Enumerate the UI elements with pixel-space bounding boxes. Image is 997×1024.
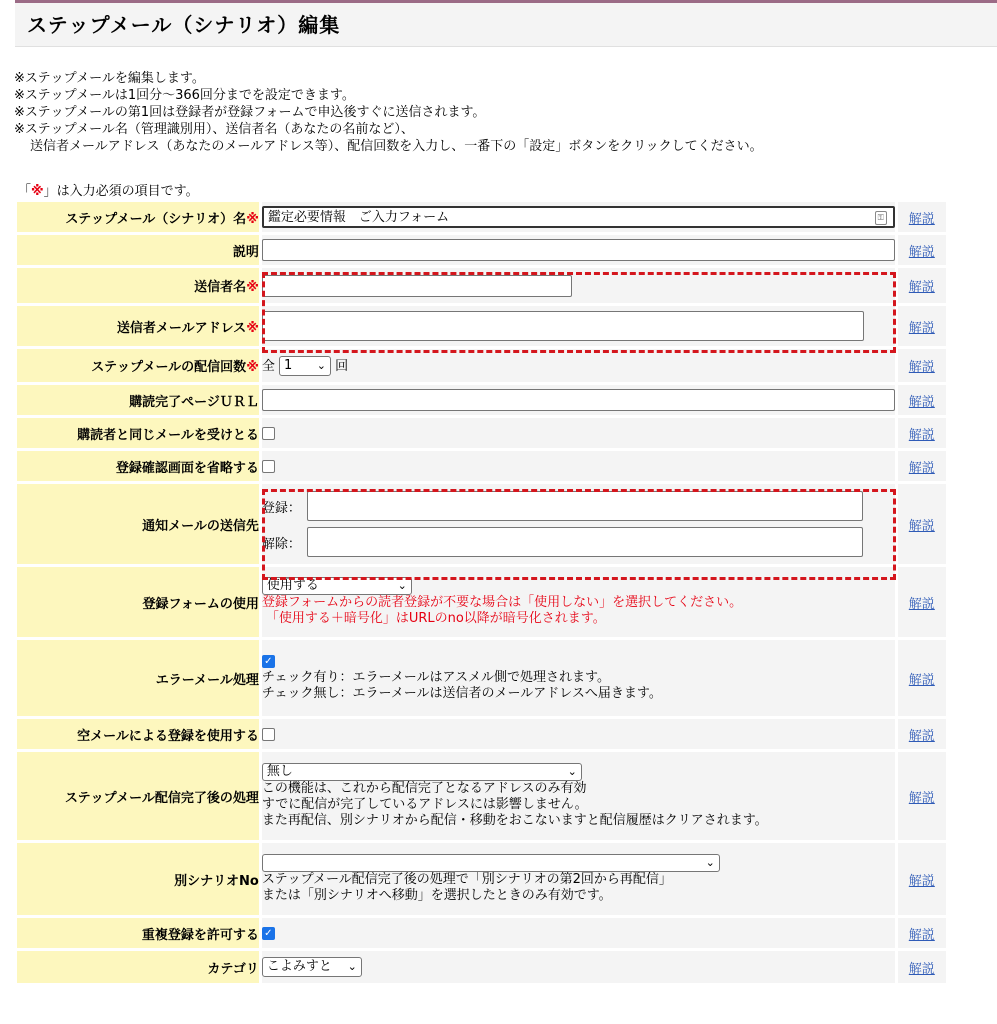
field-label: 送信者メールアドレス※ (17, 306, 259, 346)
field-label: 別シナリオNo (17, 843, 259, 915)
field-label: 送信者名※ (17, 268, 259, 303)
instruction-line: ※ステップメールを編集します。 (14, 71, 205, 86)
form-row (17, 951, 946, 983)
form-row (17, 752, 946, 840)
scenario-form (14, 199, 949, 986)
chevron-down-icon: ⌄ (397, 579, 407, 592)
instruction-line: 送信者メールアドレス（あなたのメールアドレス等）、配信回数を入力し、一番下の「設定」ボタンをクリックしてください。 (30, 139, 763, 154)
form-use-note: 「使用する＋暗号化」はURLのno以降が暗号化されます。 (265, 611, 606, 626)
form-use-note: 登録フォームからの読者登録が不要な場合は「使用しない」を選択してください。 (261, 595, 743, 610)
field-label: 購読者と同じメールを受けとる (17, 418, 259, 448)
form-row (17, 918, 946, 948)
help-link[interactable]: 解説 (908, 728, 935, 744)
form-use-select[interactable]: 使用する ⌄ (262, 577, 412, 595)
field-label: 空メールによる登録を使用する (17, 719, 259, 749)
field-label: ステップメールの配信回数※ (17, 349, 259, 382)
empty-mail-checkbox[interactable] (262, 728, 275, 741)
help-link[interactable]: 解説 (908, 427, 935, 443)
notify-cancel-label: 解除： (261, 536, 301, 552)
key-icon: ⚿ (875, 211, 887, 225)
complete-url-input[interactable] (262, 389, 895, 411)
other-scenario-select[interactable] (262, 854, 720, 872)
form-row (17, 484, 946, 564)
description-input[interactable] (262, 239, 895, 261)
form-row (17, 268, 946, 303)
chevron-down-icon: ⌄ (705, 856, 715, 869)
field-label: 重複登録を許可する (17, 918, 259, 948)
field-label: 説明 (17, 235, 259, 265)
sender-name-input[interactable] (262, 275, 572, 297)
field-label: エラーメール処理 (17, 640, 259, 716)
scenario-name-input[interactable]: 鑑定必要情報 ご入力フォーム ⚿ (262, 206, 895, 228)
form-row (17, 640, 946, 716)
help-link[interactable]: 解説 (908, 320, 935, 336)
form-row (17, 385, 946, 415)
page-title: ステップメール（シナリオ）編集 (15, 3, 997, 47)
help-link[interactable]: 解説 (908, 790, 935, 806)
after-complete-note: また再配信、別シナリオから配信・移動をおこないますと配信履歴はクリアされます。 (261, 813, 768, 828)
help-link[interactable]: 解説 (908, 961, 935, 977)
checkmark-icon: ✓ (264, 656, 273, 667)
after-complete-select[interactable]: 無し ⌄ (262, 763, 582, 781)
form-row (17, 306, 946, 346)
form-row (17, 418, 946, 448)
notify-register-input[interactable] (307, 491, 863, 521)
delivery-count-select[interactable]: 1 ⌄ (279, 356, 331, 376)
form-row: ステップメールの配信回数※ 全 1 ⌄ 回 解説 (17, 349, 946, 382)
help-link[interactable]: 解説 (908, 672, 935, 688)
help-link[interactable]: 解説 (908, 280, 935, 295)
required-note: 「※」は入力必須の項目です。 (18, 184, 199, 199)
allow-duplicate-checkbox[interactable] (262, 927, 275, 940)
instruction-line: ※ステップメールは1回分〜366回分までを設定できます。 (14, 88, 355, 103)
skip-confirm-checkbox[interactable] (262, 460, 275, 473)
instruction-line: ※ステップメールの第1回は登録者が登録フォームで申込後すぐに送信されます。 (14, 105, 486, 120)
help-link[interactable]: 解説 (908, 873, 935, 889)
field-label: 登録確認画面を省略する (17, 451, 259, 481)
other-scenario-note: ステップメール配信完了後の処理で「別シナリオの第2回から再配信」 (261, 872, 672, 887)
sender-email-input[interactable] (262, 311, 864, 341)
help-link[interactable]: 解説 (908, 927, 935, 943)
form-row (17, 567, 946, 637)
field-label: ステップメール配信完了後の処理 (17, 752, 259, 840)
help-link[interactable]: 解説 (908, 211, 935, 227)
form-row (17, 451, 946, 481)
form-row (17, 202, 946, 232)
form-row (17, 235, 946, 265)
checkmark-icon: ✓ (264, 927, 273, 939)
field-label: 登録フォームの使用 (17, 567, 259, 637)
help-link[interactable]: 解説 (908, 596, 935, 612)
form-row (17, 719, 946, 749)
instructions (14, 70, 984, 155)
after-complete-note: すでに配信が完了しているアドレスには影響しません。 (261, 797, 588, 812)
notify-register-label: 登録： (261, 500, 301, 516)
help-link[interactable]: 解説 (908, 394, 935, 410)
after-complete-note: この機能は、これから配信完了となるアドレスのみ有効 (261, 781, 587, 796)
error-mail-note: チェック有り：エラーメールはアスメル側で処理されます。 (261, 670, 610, 685)
instruction-line: ※ステップメール名（管理識別用）、送信者名（あなたの名前など）、 (14, 122, 414, 137)
error-mail-checkbox[interactable] (262, 655, 275, 668)
chevron-down-icon: ⌄ (316, 359, 326, 373)
help-link[interactable]: 解説 (908, 460, 935, 476)
field-label: ステップメール（シナリオ）名※ (17, 202, 259, 232)
category-select[interactable]: こよみすと ⌄ (262, 957, 362, 977)
help-link[interactable]: 解説 (908, 360, 935, 375)
receive-same-checkbox[interactable] (262, 427, 275, 440)
field-label: カテゴリ (17, 951, 259, 983)
error-mail-note: チェック無し：エラーメールは送信者のメールアドレスへ届きます。 (261, 686, 662, 701)
help-link[interactable]: 解説 (908, 518, 935, 534)
form-row (17, 843, 946, 915)
other-scenario-note: または「別シナリオへ移動」を選択したときのみ有効です。 (261, 888, 612, 903)
field-label: 購読完了ページＵＲＬ (17, 385, 259, 415)
chevron-down-icon: ⌄ (567, 765, 577, 778)
help-link[interactable]: 解説 (908, 244, 935, 260)
field-label: 通知メールの送信先 (17, 484, 259, 564)
notify-cancel-input[interactable] (307, 527, 863, 557)
required-mark: ※ (31, 184, 44, 199)
chevron-down-icon: ⌄ (347, 960, 357, 973)
